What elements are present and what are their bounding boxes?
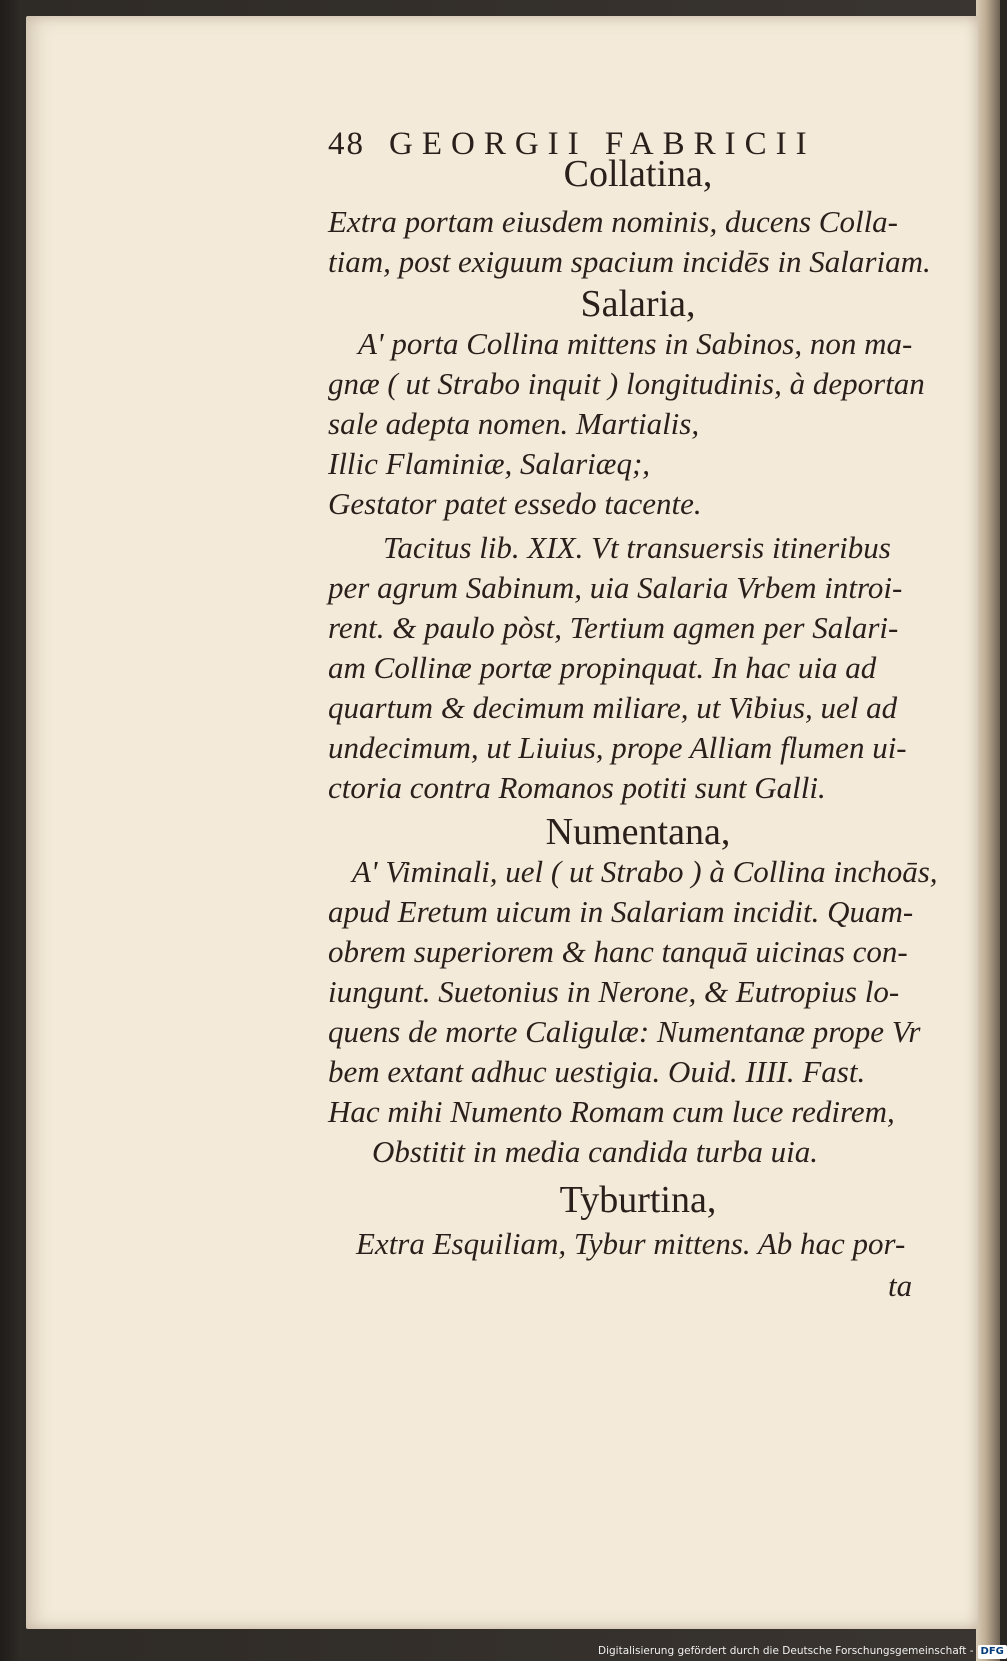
text-line: am Collinæ portæ propinquat. In hac uia ad — [328, 650, 877, 685]
dfg-logo: DFG — [978, 1645, 1007, 1659]
text-line: Extra portam eiusdem nominis, ducens Colla- — [328, 204, 899, 239]
text-line: Tacitus lib. XIX. Vt transuersis itineribus — [383, 530, 891, 565]
text-line: undecimum, ut Liuius, prope Alliam flumen ui- — [328, 730, 907, 765]
page-number: 48 — [328, 126, 365, 162]
text-line: per agrum Sabinum, uia Salaria Vrbem introi- — [328, 570, 903, 605]
text-line: A' Viminali, uel ( ut Strabo ) à Collina inchoās, — [352, 854, 938, 889]
text-line: sale adepta nomen. Martialis, — [328, 406, 700, 441]
page-edge — [976, 0, 1000, 1661]
section-heading: Numentana, — [545, 811, 731, 853]
verse-line: Obstitit in media candida turba uia. — [372, 1134, 819, 1169]
text-line: iungunt. Suetonius in Nerone, & Eutropius lo- — [328, 974, 900, 1009]
text-line: apud Eretum uicum in Salariam incidit. Quam- — [328, 894, 914, 929]
text-line: quartum & decimum miliare, ut Vibius, uel ad — [328, 690, 898, 725]
text-line: obrem superiorem & hanc tanquā uicinas con- — [328, 934, 908, 969]
credit-text: Digitalisierung gefördert durch die Deutsche Forschungsgemeinschaft - — [598, 1645, 974, 1657]
text-line: tiam, post exiguum spacium incidēs in Salariam. — [328, 244, 931, 279]
text-line: Extra Esquiliam, Tybur mittens. Ab hac por- — [356, 1226, 906, 1261]
section-heading: Salaria, — [580, 283, 696, 325]
text-line: bem extant adhuc uestigia. Ouid. IIII. Fast. — [328, 1054, 866, 1089]
text-line: rent. & paulo pòst, Tertium agmen per Salari- — [328, 610, 899, 645]
running-head-title: GEORGII FABRICII — [389, 126, 816, 162]
text-line: gnæ ( ut Strabo inquit ) longitudinis, à deportan — [328, 366, 925, 401]
text-line: A' porta Collina mittens in Sabinos, non ma- — [358, 326, 913, 361]
verse-line: Hac mihi Numento Romam cum luce redirem, — [328, 1094, 895, 1129]
verse-line: Gestator patet essedo tacente. — [328, 486, 702, 521]
digitization-credit — [598, 1642, 1004, 1661]
verse-line: Illic Flaminiæ, Salariæq;, — [328, 446, 651, 481]
section-heading: Collatina, — [563, 153, 713, 195]
section-heading: Tyburtina, — [559, 1179, 717, 1221]
text-line: ctoria contra Romanos potiti sunt Galli. — [328, 770, 826, 805]
catchword: ta — [888, 1268, 913, 1303]
book-page — [26, 16, 978, 1629]
text-line: quens de morte Caligulæ: Numentanæ prope Vr — [328, 1014, 921, 1049]
